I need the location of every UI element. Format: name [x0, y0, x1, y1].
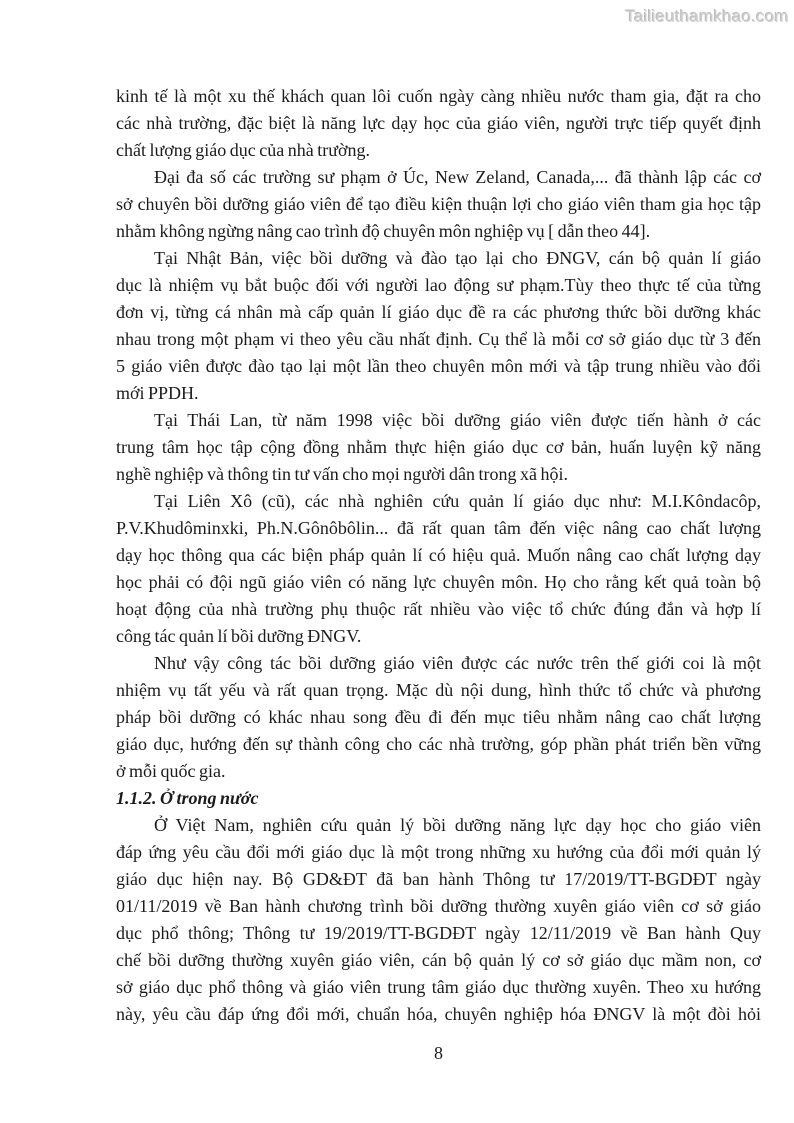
paragraph [116, 650, 761, 785]
text-line: P.V.Khudôminxki, Ph.N.Gônôbôlin... đã rất quan tâm đến việc nâng cao chất lượng [116, 518, 761, 538]
page-number: 8 [434, 1043, 443, 1063]
text-line: nhiệm vụ tất yếu và rất quan trọng. Mặc dù nội dung, hình thức tổ chức và phương [116, 680, 761, 700]
text-line: dạy học thông qua các biện pháp quản lí có hiệu quả. Muốn nâng cao chất lượng dạy [116, 545, 761, 565]
text-line: Đại đa số các trường sư phạm ở Úc, New Zeland, Canada,... đã thành lập các cơ [154, 167, 761, 187]
text-line: đáp ứng yêu cầu đổi mới giáo dục là một trong những xu hướng của đổi mới quản lý [116, 842, 761, 862]
text-line: Tại Thái Lan, từ năm 1998 việc bồi dưỡng giáo viên được tiến hành ở các [154, 410, 761, 430]
text-line: sở chuyên bồi dưỡng giáo viên để tạo điều kiện thuận lợi cho giáo viên tham gia học tập [116, 194, 761, 214]
section-heading: 1.1.2. Ở trong nước [116, 788, 259, 808]
text-line: học phải có đội ngũ giáo viên có năng lực chuyên môn. Họ cho rằng kết quả toàn bộ [116, 572, 761, 592]
text-line: pháp bồi dưỡng có khác nhau song đều đi đến mục tiêu nhằm nâng cao chất lượng [116, 707, 761, 727]
text-line: kinh tế là một xu thế khách quan lôi cuốn ngày càng nhiều nước tham gia, đặt ra cho [116, 86, 761, 106]
text-line: này, yêu cầu đáp ứng đổi mới, chuẩn hóa, chuyên nghiệp hóa ĐNGV là một đòi hỏi [116, 1004, 761, 1024]
text-line: đơn vị, từng cá nhân mà cấp quản lí giáo dục đề ra các phương thức bồi dưỡng khác [116, 302, 761, 322]
paragraph [116, 812, 761, 1028]
text-line: mới PPDH. [116, 383, 199, 403]
text-line: dục là nhiệm vụ bắt buộc đối với người lao động sư phạm.Tùy theo thực tế của từng [116, 275, 761, 295]
document-body [116, 83, 761, 1028]
text-line: hoạt động của nhà trường phụ thuộc rất nhiều vào việc tổ chức đúng đắn và hợp lí [116, 599, 761, 619]
text-line: ở mỗi quốc gia. [116, 761, 226, 781]
watermark: Tailieuthamkhao.com [625, 7, 789, 26]
text-line: nghề nghiệp và thông tin tư vấn cho mọi người dân trong xã hội. [116, 464, 568, 484]
text-line: dục phổ thông; Thông tư 19/2019/TT-BGDĐT ngày 12/11/2019 về Ban hành Quy [116, 923, 761, 943]
text-line: chế bồi dưỡng thường xuyên giáo viên, cán bộ quản lý cơ sở giáo dục mầm non, cơ [116, 950, 761, 970]
paragraph [116, 83, 761, 164]
text-line: các nhà trường, đặc biệt là năng lực dạy học của giáo viên, người trực tiếp quyết định [116, 113, 761, 133]
text-line: công tác quản lí bồi dưỡng ĐNGV. [116, 626, 362, 646]
text-line: trung tâm học tập cộng đồng nhằm thực hiện giáo dục cơ bản, huấn luyện kỹ năng [116, 437, 761, 457]
text-line: Tại Nhật Bản, việc bồi dưỡng và đào tạo lại cho ĐNGV, cán bộ quản lí giáo [154, 248, 761, 268]
text-line: sở giáo dục phổ thông và giáo viên trung tâm giáo dục thường xuyên. Theo xu hướng [116, 977, 761, 997]
text-line: giáo dục hiện nay. Bộ GD&ĐT đã ban hành Thông tư 17/2019/TT-BGDĐT ngày [116, 869, 761, 889]
paragraph [116, 407, 761, 488]
text-line: 01/11/2019 về Ban hành chương trình bồi dưỡng thường xuyên giáo viên cơ sở giáo [116, 896, 761, 916]
paragraph [116, 488, 761, 650]
text-line: Như vậy công tác bồi dưỡng giáo viên được các nước trên thế giới coi là một [154, 653, 761, 673]
text-line: 5 giáo viên được đào tạo lại một lần theo chuyên môn mới và tập trung nhiều vào đổi [116, 356, 761, 376]
text-line: giáo dục, hướng đến sự thành công cho các nhà trường, góp phần phát triển bền vững [116, 734, 761, 754]
text-line: chất lượng giáo dục của nhà trường. [116, 140, 370, 160]
text-line: nhằm không ngừng nâng cao trình độ chuyên môn nghiệp vụ [ dẫn theo 44]. [116, 221, 651, 241]
paragraph [116, 164, 761, 245]
text-line: Ở Việt Nam, nghiên cứu quản lý bồi dưỡng năng lực dạy học cho giáo viên [154, 815, 761, 835]
paragraph [116, 245, 761, 407]
text-line: Tại Liên Xô (cũ), các nhà nghiên cứu quản lí giáo dục như: M.I.Kôndacôp, [154, 491, 761, 511]
text-line: nhau trong một phạm vi theo yêu cầu nhất định. Cụ thể là mỗi cơ sở giáo dục từ 3 đến [116, 329, 761, 349]
